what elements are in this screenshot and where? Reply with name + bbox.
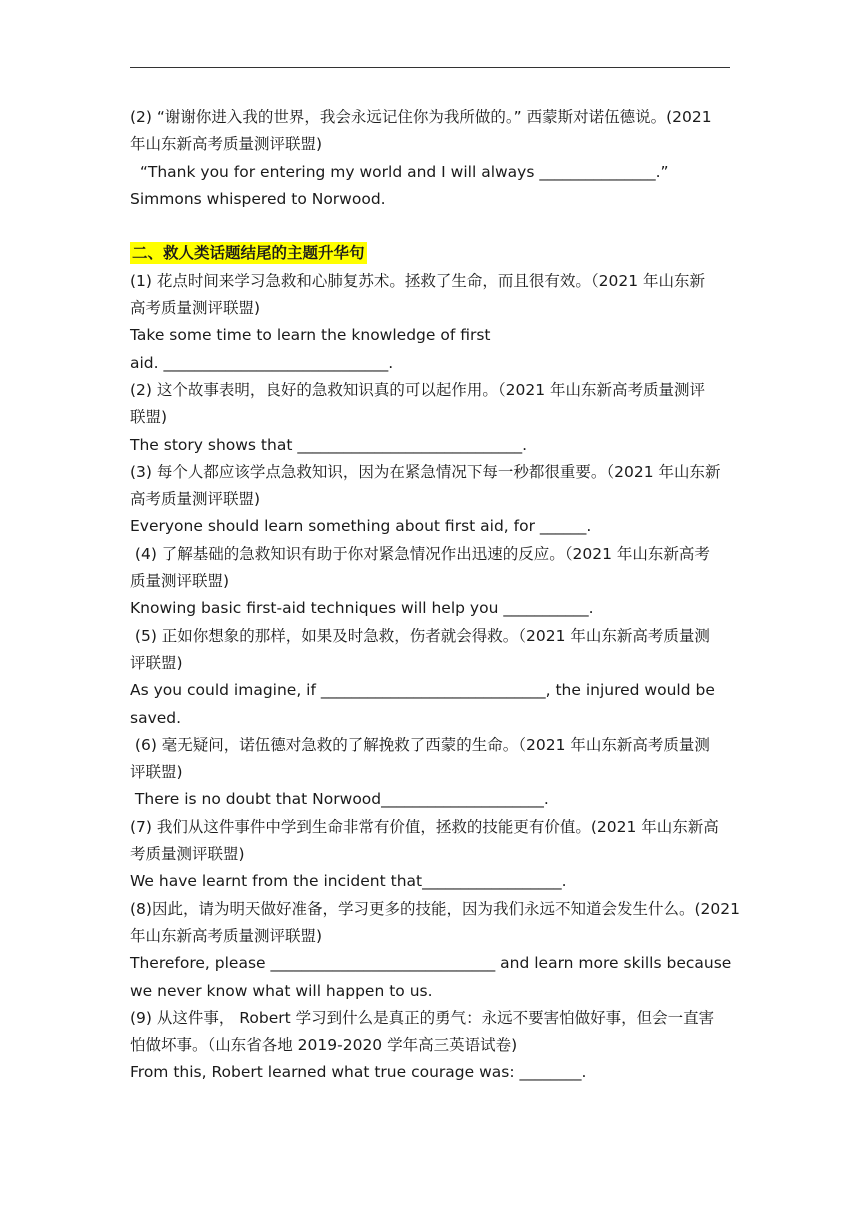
text-line: 评联盟) bbox=[130, 653, 183, 672]
text-line: 高考质量测评联盟) bbox=[130, 490, 261, 509]
text-line: The story shows that _____________________________. bbox=[130, 435, 528, 454]
text-line: 质量测评联盟) bbox=[130, 572, 230, 591]
document-body bbox=[130, 104, 740, 1087]
text-line: 年山东新高考质量测评联盟) bbox=[130, 135, 323, 154]
text-line: Take some time to learn the knowledge of first bbox=[130, 326, 491, 345]
text-line: (5) 正如你想象的那样，如果及时急救，伤者就会得救。（2021 年山东新高考质量测 bbox=[130, 626, 710, 645]
text-line: Therefore, please _____________________________ and learn more skills because bbox=[130, 954, 732, 973]
spacer bbox=[130, 213, 730, 240]
text-line: (2) 这个故事表明，良好的急救知识真的可以起作用。（2021 年山东新高考质量测评 bbox=[130, 380, 706, 399]
text-line: saved. bbox=[130, 708, 182, 727]
text-line: (9) 从这件事， Robert 学习到什么是真正的勇气：永远不要害怕做好事，但会一直害 bbox=[130, 1008, 715, 1027]
text-line: 考质量测评联盟) bbox=[130, 845, 245, 864]
text-line: 年山东新高考质量测评联盟) bbox=[130, 926, 323, 945]
text-line: Everyone should learn something about first aid, for ______. bbox=[130, 517, 592, 536]
text-line: Knowing basic first-aid techniques will help you ___________. bbox=[130, 599, 594, 618]
text-line: (7) 我们从这件事件中学到生命非常有价值，拯救的技能更有价值。(2021 年山东新高 bbox=[130, 817, 719, 836]
text-line: Simmons whispered to Norwood. bbox=[130, 189, 386, 208]
text-line: 怕做坏事。（山东省各地 2019-2020 学年高三英语试卷) bbox=[130, 1036, 518, 1055]
text-line: (3) 每个人都应该学点急救知识，因为在紧急情况下每一秒都很重要。（2021 年山东新 bbox=[130, 462, 721, 481]
text-line: 高考质量测评联盟) bbox=[130, 299, 261, 318]
text-line: From this, Robert learned what true courage was: ________. bbox=[130, 1063, 587, 1082]
text-line: There is no doubt that Norwood_____________________. bbox=[130, 790, 549, 809]
text-line: (8)因此，请为明天做好准备，学习更多的技能，因为我们永远不知道会发生什么。(2021 bbox=[130, 899, 740, 918]
text-line: We have learnt from the incident that__________________. bbox=[130, 872, 567, 891]
header-rule bbox=[130, 67, 730, 68]
text-line: (2) “谢谢你进入我的世界，我会永远记住你为我所做的。” 西蒙斯对诺伍德说。(2021 bbox=[130, 108, 712, 126]
text-line: (6) 毫无疑问，诺伍德对急救的了解挽救了西蒙的生命。（2021 年山东新高考质量测 bbox=[130, 735, 710, 754]
text-line: (4) 了解基础的急救知识有助于你对紧急情况作出迅速的反应。（2021 年山东新高考 bbox=[130, 544, 710, 563]
text-line: (1) 花点时间来学习急救和心肺复苏术。拯救了生命，而且很有效。（2021 年山东新 bbox=[130, 271, 706, 290]
text-line: we never know what will happen to us. bbox=[130, 981, 433, 1000]
text-line: As you could imagine, if _____________________________, the injured would be bbox=[130, 681, 715, 700]
text-line: 评联盟) bbox=[130, 763, 183, 782]
text-line: aid. _____________________________. bbox=[130, 353, 394, 372]
section-heading-line bbox=[130, 240, 730, 267]
text-line: “Thank you for entering my world and I will always _______________.” bbox=[130, 162, 669, 181]
text-line: 联盟) bbox=[130, 408, 168, 427]
section-heading: 二、救人类话题结尾的主题升华句 bbox=[132, 244, 365, 263]
